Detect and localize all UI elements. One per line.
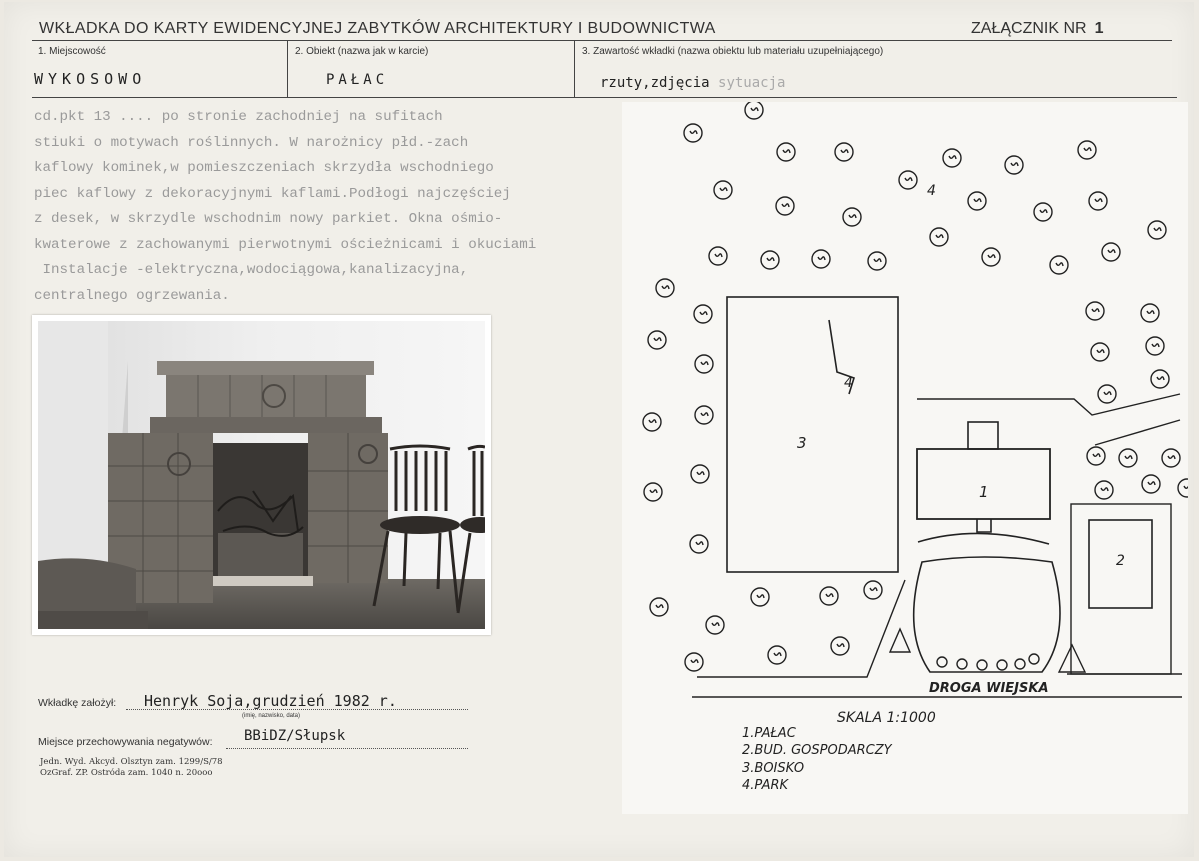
description-line: stiuki o motywach roślinnych. W narożnicy płd.-zach: [34, 134, 469, 151]
legend-item: 1.PAŁAC: [742, 726, 796, 741]
gate-marker-icon: [890, 629, 910, 652]
printer-line-2: OzGraf. ZP. Ostróda zam. 1040 n. 20ooo: [40, 768, 213, 778]
sports-field-number: 3: [797, 434, 807, 452]
author-value: Henryk Soja,grudzień 1982 r.: [144, 692, 397, 710]
negatives-value: BBiDZ/Słupsk: [244, 728, 346, 744]
attachment-number: [971, 20, 1103, 38]
author-dotline: [126, 709, 468, 710]
legend-item: 4.PARK: [742, 778, 789, 793]
header-rule-bottom: [32, 97, 1177, 98]
negatives-dotline: [226, 748, 468, 749]
tree-icon: [957, 659, 967, 669]
gate-marker-icon: [1059, 645, 1085, 672]
object-label: 2. Obiekt (nazwa jak w karcie): [295, 46, 429, 57]
attachment-label: ZAŁĄCZNIK NR: [971, 20, 1087, 37]
field-divider-2: [574, 40, 575, 97]
description-line: kwaterowe z zachowanymi pierwotnymi ościeżnicami i okuciami: [34, 236, 537, 253]
contents-main: rzuty,zdjęcia: [600, 75, 710, 91]
description-line: centralnego ogrzewania.: [34, 287, 230, 304]
tree-icon: [1029, 654, 1039, 664]
author-caption: (imię, nazwisko, data): [242, 713, 301, 719]
contents-label: 3. Zawartość wkładki (nazwa obiektu lub materiału uzupełniającego): [582, 46, 884, 57]
road-label: DROGA WIEJSKA: [929, 681, 1049, 696]
description-text: [34, 105, 536, 309]
fireplace-photo: [32, 315, 491, 635]
author-label: Wkładkę założył:: [38, 697, 117, 709]
contents-value: [600, 75, 785, 91]
contents-faint: sytuacja: [718, 75, 786, 91]
courtyard-oval: [914, 557, 1060, 672]
farm-building-plot: [1071, 504, 1171, 674]
locality-label: 1. Miejscowość: [38, 46, 106, 57]
sports-field-outline: [727, 297, 898, 572]
park-number: 4: [927, 183, 936, 199]
park-trees: [643, 102, 1188, 671]
fireplace-photo-image: [38, 321, 485, 629]
description-line: kaflowy kominek,w pomieszczeniach skrzydła wschodniego: [34, 160, 494, 176]
tree-icon: [1015, 659, 1025, 669]
legend-item: 2.BUD. GOSPODARCZY: [742, 743, 892, 758]
tree-icon: [977, 660, 987, 670]
object-value: PAŁAC: [326, 72, 389, 88]
card-title: WKŁADKA DO KARTY EWIDENCYJNEJ ZABYTKÓW ARCHITEKTURY I BUDOWNICTWA: [39, 20, 716, 37]
header-rule-top: [32, 40, 1172, 41]
description-line: piec kaflowy z dekoracyjnymi kaflami.Podłogi najczęściej: [34, 185, 511, 202]
north-mark: 4: [844, 375, 853, 391]
tree-icon: [997, 660, 1007, 670]
palace-number: 1: [979, 483, 989, 501]
negatives-label: Miejsce przechowywania negatywów:: [38, 736, 213, 748]
printer-line-1: Jedn. Wyd. Akcyd. Olsztyn zam. 1299/S/78: [40, 757, 223, 767]
field-divider-1: [287, 40, 288, 97]
farm-building-number: 2: [1116, 553, 1125, 569]
description-line: Instalacje -elektryczna,wodociągowa,kanalizacyjna,: [34, 262, 469, 278]
site-plan: [622, 102, 1188, 814]
palace-annex-outline: [968, 422, 998, 449]
attachment-value: 1: [1094, 20, 1104, 37]
legend-item: 3.BOISKO: [742, 761, 805, 776]
description-line: cd.pkt 13 .... po stronie zachodniej na sufitach: [34, 109, 443, 125]
scale-label: SKALA 1:1000: [837, 710, 936, 726]
site-plan-drawing: [622, 102, 1188, 814]
locality-value: WYKOSOWO: [34, 70, 147, 88]
tree-icon: [937, 657, 947, 667]
description-line: z desek, w skrzydle wschodnim nowy parkiet. Okna ośmio-: [34, 211, 503, 227]
